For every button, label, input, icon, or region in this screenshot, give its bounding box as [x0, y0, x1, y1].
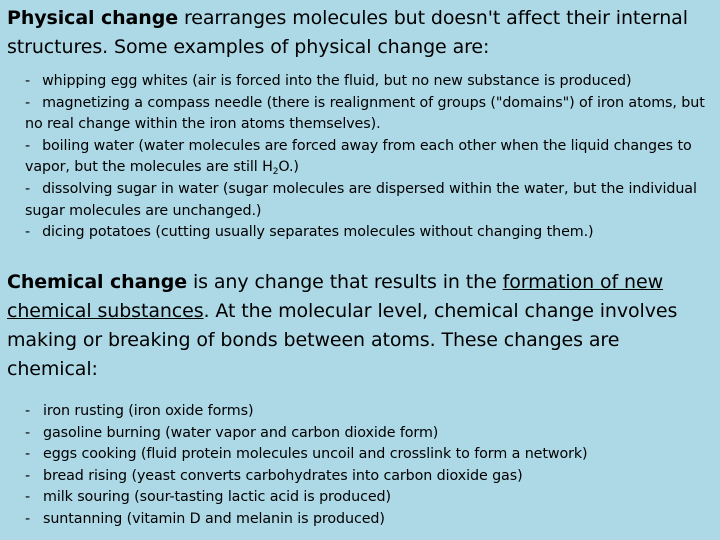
dash: - [25, 424, 31, 441]
physical-change-examples [25, 71, 715, 244]
example-text-end: O.) [278, 159, 299, 176]
example-text: milk souring (sour-tasting lactic acid is produced) [43, 489, 392, 506]
example-text: boiling water (water molecules are forced away from each other when the liquid changes to vapor, but the molecules are still H [25, 137, 692, 176]
chemical-change-text: is any change that results in the [187, 271, 503, 293]
list-item [25, 222, 715, 244]
chemical-change-underlined: formation of new chemical substances [7, 271, 664, 322]
dash: - [25, 137, 31, 154]
list-item [25, 509, 715, 531]
dash: - [25, 94, 31, 111]
example-text: gasoline burning (water vapor and carbon dioxide form) [43, 424, 439, 441]
list-item [25, 423, 715, 445]
example-text: dissolving sugar in water (sugar molecules are dispersed within the water, but the individual sugar molecules are unchanged.) [25, 180, 697, 219]
chemical-change-examples [25, 401, 715, 531]
chemical-change-text-end: . At the molecular level, chemical change involves making or breaking of bonds between atoms. These changes are chemical: [7, 300, 678, 380]
dash: - [25, 224, 31, 241]
list-item [25, 93, 715, 136]
example-text: whipping egg whites (air is forced into the fluid, but no new substance is produced) [42, 73, 632, 89]
example-text: eggs cooking (fluid protein molecules uncoil and crosslink to form a network) [43, 446, 588, 463]
list-item [25, 487, 715, 509]
chemical-change-paragraph [7, 268, 713, 384]
list-item [25, 444, 715, 466]
dash: - [25, 180, 31, 197]
list-item [25, 466, 715, 488]
example-text: bread rising (yeast converts carbohydrates into carbon dioxide gas) [43, 467, 523, 484]
list-item [25, 179, 715, 222]
list-item [25, 401, 715, 423]
example-text: magnetizing a compass needle (there is realignment of groups ("domains") of iron atoms, but no real change within the iron atoms themselves). [25, 94, 705, 133]
list-item [25, 71, 715, 93]
list-item [25, 136, 715, 179]
physical-change-definition: rearranges molecules but doesn't affect their internal structures. Some examples of physical change are: [7, 7, 688, 58]
dash: - [25, 403, 31, 419]
chemical-change-term: Chemical change [7, 271, 188, 293]
example-text: iron rusting (iron oxide forms) [43, 403, 254, 419]
example-text: dicing potatoes (cutting usually separates molecules without changing them.) [42, 224, 594, 241]
physical-change-paragraph [7, 4, 713, 62]
subscript: 2 [272, 167, 279, 178]
dash: - [25, 510, 31, 527]
example-text: suntanning (vitamin D and melanin is produced) [43, 510, 385, 527]
dash: - [25, 73, 31, 89]
dash: - [25, 446, 31, 463]
dash: - [25, 467, 31, 484]
dash: - [25, 489, 31, 506]
physical-change-term: Physical change [7, 7, 178, 29]
